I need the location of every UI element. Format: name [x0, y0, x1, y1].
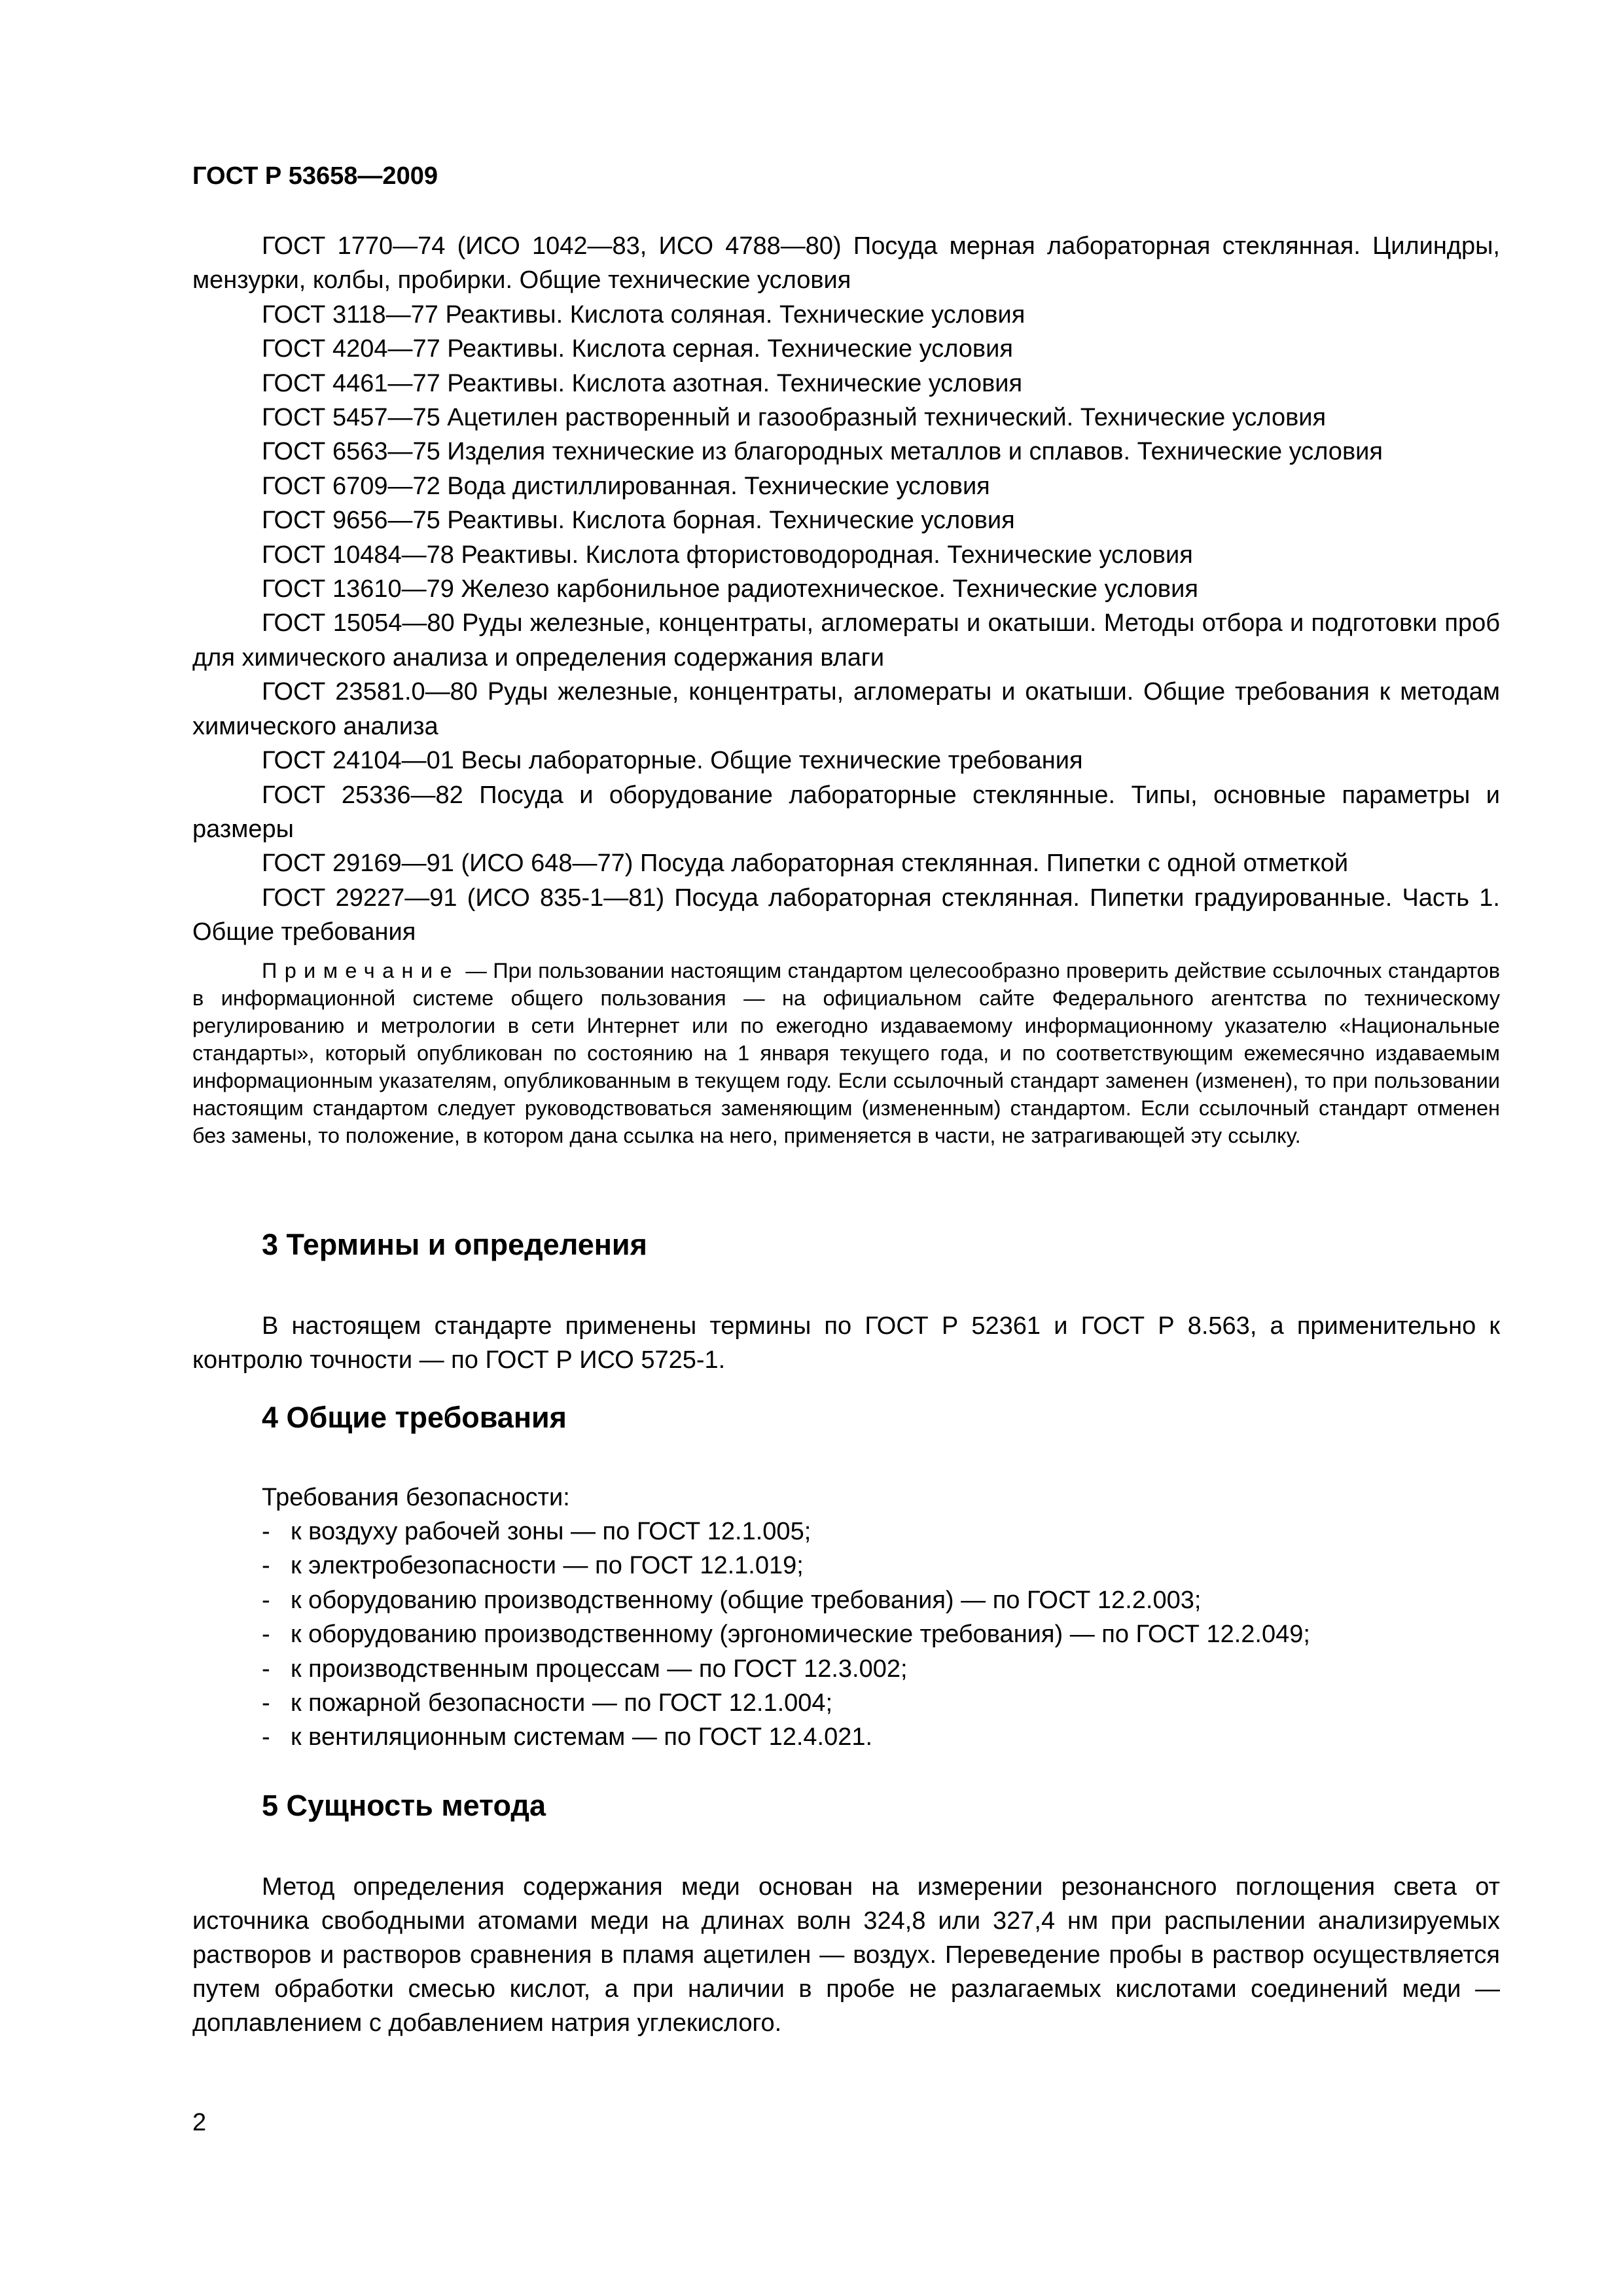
list-item — [192, 1686, 1500, 1720]
reference-item: ГОСТ 3118—77 Реактивы. Кислота соляная. Технические условия — [262, 300, 1026, 329]
list-item — [192, 1720, 1500, 1754]
reference-item: ГОСТ 6709—72 Вода дистиллированная. Технические условия — [262, 472, 990, 500]
note-paragraph — [192, 957, 1500, 1149]
list-item — [192, 1583, 1500, 1617]
section-4-title: 4 Общие требования — [262, 1401, 567, 1434]
list-item — [192, 1515, 1500, 1549]
document-header: ГОСТ Р 53658—2009 — [192, 162, 438, 190]
normative-references-list — [192, 229, 1500, 950]
section-5-title: 5 Сущность метода — [262, 1789, 546, 1822]
bullet-dash: - — [262, 1552, 270, 1580]
list-item-text: к воздуху рабочей зоны — по ГОСТ 12.1.005; — [291, 1518, 812, 1545]
reference-item: ГОСТ 5457—75 Ацетилен растворенный и газообразный технический. Технические условия — [262, 404, 1327, 432]
safety-requirements-list — [192, 1515, 1500, 1755]
list-item — [192, 1617, 1500, 1651]
reference-item: ГОСТ 23581.0—80 Руды железные, концентраты, агломераты и окатыши. Общие требования к методам химического анализа — [192, 678, 1500, 740]
reference-item: ГОСТ 15054—80 Руды железные, концентраты, агломераты и окатыши. Методы отбора и подготовки проб для химического анализа и определения содержания влаги — [192, 609, 1500, 672]
reference-item: ГОСТ 25336—82 Посуда и оборудование лабораторные стеклянные. Типы, основные параметры и размеры — [192, 781, 1500, 843]
section-general-requirements — [192, 1401, 1500, 1755]
reference-item: ГОСТ 24104—01 Весы лабораторные. Общие технические требования — [262, 747, 1083, 775]
list-item-text: к оборудованию производственному (эргономические требования) — по ГОСТ 12.2.049; — [291, 1621, 1310, 1649]
list-item-text: к пожарной безопасности — по ГОСТ 12.1.004; — [291, 1689, 833, 1717]
reference-item: ГОСТ 1770—74 (ИСО 1042—83, ИСО 4788—80) Посуда мерная лабораторная стеклянная. Цилиндры, мензурки, колбы, пробирки. Общие технические условия — [192, 232, 1500, 295]
bullet-dash: - — [262, 1621, 270, 1649]
list-item-text: к производственным процессам — по ГОСТ 12.3.002; — [291, 1655, 908, 1683]
section-3-title: 3 Термины и определения — [262, 1228, 647, 1261]
reference-item: ГОСТ 4204—77 Реактивы. Кислота серная. Технические условия — [262, 335, 1013, 363]
reference-item: ГОСТ 6563—75 Изделия технические из благородных металлов и сплавов. Технические условия — [262, 438, 1383, 466]
reference-item: ГОСТ 29227—91 (ИСО 835-1—81) Посуда лабораторная стеклянная. Пипетки градуированные. Часть 1. Общие требования — [192, 884, 1500, 946]
list-item-text: к оборудованию производственному (общие требования) — по ГОСТ 12.2.003; — [291, 1586, 1202, 1614]
bullet-dash: - — [262, 1655, 270, 1683]
references-note — [192, 957, 1500, 1149]
reference-item: ГОСТ 29169—91 (ИСО 648—77) Посуда лабораторная стеклянная. Пипетки с одной отметкой — [262, 850, 1349, 878]
section-terms — [192, 1228, 1500, 1377]
note-text: — При пользовании настоящим стандартом целесообразно проверить действие ссылочных стандартов в информационной системе общего пользования — на официальном сайте Федерального агентства по техническому регулированию и метрологии в сети Интернет или по ежегодно издаваемому информационному указателю «Национальные стандарты», который опубликован по состоянию на 1 января текущего года, и по соответствующим ежемесячно издаваемым информационным указателям, опубликованным в текущем году. Если ссылочный стандарт заменен (изменен), то при пользовании настоящим стандартом следует руководствоваться заменяющим (измененным) стандартом. Если ссылочный стандарт отменен без замены, то положение, в котором дана ссылка на него, применяется в части, не затрагивающей эту ссылку. — [192, 959, 1500, 1147]
note-label: Примечание — [262, 959, 459, 982]
section-3-text: В настоящем стандарте применены термины по ГОСТ Р 52361 и ГОСТ Р 8.563, а применительно к контролю точности — по ГОСТ Р ИСО 5725-1. — [192, 1312, 1500, 1374]
list-item — [192, 1549, 1500, 1583]
bullet-dash: - — [262, 1689, 270, 1717]
list-item-text: к электробезопасности — по ГОСТ 12.1.019; — [291, 1552, 804, 1580]
section-4-lead: Требования безопасности: — [262, 1484, 570, 1511]
section-method-essence — [192, 1789, 1500, 2040]
bullet-dash: - — [262, 1723, 270, 1751]
page-number: 2 — [192, 2109, 207, 2136]
reference-item: ГОСТ 9656—75 Реактивы. Кислота борная. Технические условия — [262, 507, 1015, 535]
reference-item: ГОСТ 10484—78 Реактивы. Кислота фтористоводородная. Технические условия — [262, 541, 1193, 569]
list-item — [192, 1652, 1500, 1686]
bullet-dash: - — [262, 1586, 270, 1614]
bullet-dash: - — [262, 1518, 270, 1545]
reference-item: ГОСТ 13610—79 Железо карбонильное радиотехническое. Технические условия — [262, 575, 1198, 603]
section-5-text: Метод определения содержания меди основан на измерении резонансного поглощения света от источника свободными атомами меди на длинах волн 324,8 или 327,4 нм при распылении анализируемых растворов и растворов сравнения в пламя ацетилен — воздух. Переведение пробы в раствор осуществляется путем обработки смесью кислот, а при наличии в пробе не разлагаемых кислотами соединений меди — доплавлением с добавлением натрия углекислого. — [192, 1873, 1500, 2037]
list-item-text: к вентиляционным системам — по ГОСТ 12.4.021. — [291, 1723, 873, 1751]
reference-item: ГОСТ 4461—77 Реактивы. Кислота азотная. Технические условия — [262, 369, 1023, 397]
